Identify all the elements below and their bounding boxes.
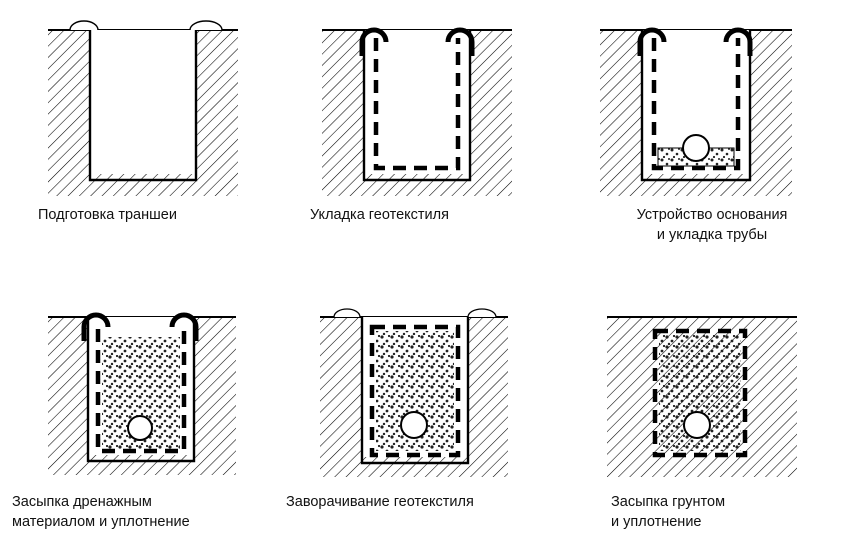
step-5-caption-line-1: Заворачивание геотекстиля bbox=[286, 494, 474, 510]
step-4 bbox=[12, 295, 272, 532]
step-3-drawing bbox=[580, 8, 830, 198]
step-6-figure bbox=[585, 295, 835, 485]
drainage-pipe bbox=[683, 135, 709, 161]
step-5-caption bbox=[286, 493, 546, 513]
step-6-drawing bbox=[585, 295, 835, 485]
step-3-caption-line-1: Устройство основания bbox=[636, 207, 788, 223]
step-5-figure bbox=[290, 295, 540, 485]
step-5 bbox=[286, 295, 546, 513]
step-6-caption bbox=[611, 493, 850, 532]
drainage-pipe bbox=[128, 416, 152, 440]
step-2-caption-line-1: Укладка геотекстиля bbox=[310, 207, 449, 223]
step-3-caption bbox=[582, 206, 842, 245]
step-4-drawing bbox=[18, 295, 268, 485]
step-1-drawing bbox=[18, 8, 268, 198]
step-1-caption-line-1: Подготовка траншеи bbox=[38, 207, 177, 223]
trench-bottom-hatch bbox=[90, 174, 196, 180]
step-6-caption-line-1: Засыпка грунтом bbox=[611, 494, 726, 510]
step-6 bbox=[585, 295, 850, 532]
drainage-pipe bbox=[684, 412, 710, 438]
soil-mound-left bbox=[70, 21, 98, 30]
trench-outline bbox=[364, 30, 470, 180]
trench-bottom-hatch bbox=[364, 174, 470, 180]
step-3-figure bbox=[580, 8, 830, 198]
trench-bottom-hatch bbox=[642, 174, 750, 180]
step-1 bbox=[18, 8, 298, 226]
step-1-caption bbox=[38, 206, 298, 226]
trench-bottom-hatch bbox=[362, 457, 468, 463]
drainage-pipe bbox=[401, 412, 427, 438]
step-3 bbox=[580, 8, 842, 245]
step-3-caption-line-2: и укладка трубы bbox=[656, 226, 768, 243]
step-4-caption-line-2: материалом и уплотнение bbox=[12, 513, 190, 530]
step-2-figure bbox=[300, 8, 550, 198]
step-5-drawing bbox=[290, 295, 540, 485]
step-2-drawing bbox=[300, 8, 550, 198]
step-4-caption-line-1: Засыпка дренажным bbox=[12, 494, 152, 510]
step-2 bbox=[300, 8, 570, 226]
step-1-figure bbox=[18, 8, 268, 198]
step-4-figure bbox=[18, 295, 268, 485]
soil-mound-left bbox=[334, 309, 360, 317]
step-6-caption-line-2: и уплотнение bbox=[611, 513, 702, 530]
step-2-caption bbox=[310, 206, 570, 226]
open-trench bbox=[90, 30, 196, 180]
soil-mound-right bbox=[190, 21, 222, 30]
soil-mound-right bbox=[468, 309, 496, 317]
trench-bottom-hatch bbox=[88, 455, 194, 461]
step-4-caption bbox=[12, 493, 272, 532]
